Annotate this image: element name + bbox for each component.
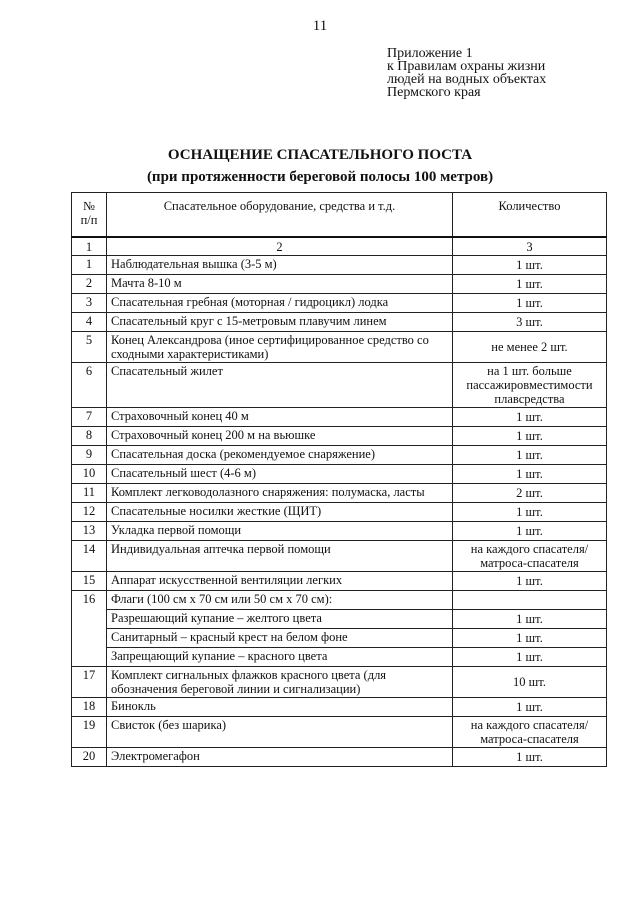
column-number-row xyxy=(72,237,607,256)
table-row xyxy=(72,408,607,427)
row-number: 8 xyxy=(72,427,107,446)
appendix-line: Приложение 1 xyxy=(387,46,473,61)
table-row xyxy=(72,610,607,629)
header-equipment: Спасательное оборудование, средства и т.д. xyxy=(107,193,453,238)
row-number: 12 xyxy=(72,503,107,522)
table-row xyxy=(72,332,607,363)
row-number: 18 xyxy=(72,698,107,717)
header-number-line: п/п xyxy=(80,213,98,227)
row-quantity: 1 шт. xyxy=(453,427,607,446)
row-equipment: Страховочный конец 200 м на вьюшке xyxy=(107,427,453,446)
table-row xyxy=(72,446,607,465)
row-quantity: 1 шт. xyxy=(453,275,607,294)
table-row xyxy=(72,275,607,294)
column-number: 3 xyxy=(453,237,607,256)
table-row xyxy=(72,313,607,332)
column-number: 1 xyxy=(72,237,107,256)
row-quantity: 1 шт. xyxy=(453,748,607,767)
table-row xyxy=(72,484,607,503)
table-row xyxy=(72,427,607,446)
row-number: 1 xyxy=(72,256,107,275)
row-quantity: не менее 2 шт. xyxy=(453,332,607,363)
row-number: 13 xyxy=(72,522,107,541)
row-number: 16 xyxy=(72,591,107,667)
row-equipment: Спасательная гребная (моторная / гидроцикл) лодка xyxy=(107,294,453,313)
row-number: 6 xyxy=(72,363,107,408)
row-equipment: Спасательный круг с 15-метровым плавучим линем xyxy=(107,313,453,332)
row-number: 4 xyxy=(72,313,107,332)
row-quantity: 1 шт. xyxy=(453,465,607,484)
row-equipment: Свисток (без шарика) xyxy=(107,717,453,748)
row-quantity: 1 шт. xyxy=(453,610,607,629)
appendix-line: Пермского края xyxy=(387,85,481,100)
table-row xyxy=(72,591,607,610)
table-row xyxy=(72,541,607,572)
row-equipment: Наблюдательная вышка (3-5 м) xyxy=(107,256,453,275)
equipment-table xyxy=(71,192,607,767)
row-number: 19 xyxy=(72,717,107,748)
row-quantity: 2 шт. xyxy=(453,484,607,503)
row-quantity: 1 шт. xyxy=(453,698,607,717)
row-quantity: 1 шт. xyxy=(453,294,607,313)
row-equipment: Электромегафон xyxy=(107,748,453,767)
row-quantity: 1 шт. xyxy=(453,408,607,427)
row-number: 17 xyxy=(72,667,107,698)
appendix-note xyxy=(387,47,546,99)
row-equipment: Спасательная доска (рекомендуемое снаряжение) xyxy=(107,446,453,465)
header-quantity: Количество xyxy=(453,193,607,238)
table-header-row xyxy=(72,193,607,238)
row-quantity: 1 шт. xyxy=(453,629,607,648)
table-row xyxy=(72,748,607,767)
row-quantity: 1 шт. xyxy=(453,503,607,522)
row-quantity: 1 шт. xyxy=(453,446,607,465)
row-equipment: Аппарат искусственной вентиляции легких xyxy=(107,572,453,591)
row-equipment: Разрешающий купание – желтого цвета xyxy=(107,610,453,629)
row-equipment: Страховочный конец 40 м xyxy=(107,408,453,427)
header-number-line: № xyxy=(83,199,95,213)
table-row xyxy=(72,294,607,313)
subtitle-line: (при протяженности береговой полосы 100 метров) xyxy=(146,169,494,185)
row-equipment: Спасательные носилки жесткие (ЩИТ) xyxy=(107,503,453,522)
table-row xyxy=(72,648,607,667)
row-equipment: Санитарный – красный крест на белом фоне xyxy=(107,629,453,648)
document-title xyxy=(0,144,640,188)
row-equipment: Флаги (100 см х 70 см или 50 см х 70 см): xyxy=(107,591,453,610)
row-quantity: 3 шт. xyxy=(453,313,607,332)
row-equipment: Бинокль xyxy=(107,698,453,717)
row-quantity: 1 шт. xyxy=(453,572,607,591)
table-row xyxy=(72,503,607,522)
row-number: 5 xyxy=(72,332,107,363)
table-row xyxy=(72,256,607,275)
row-number: 2 xyxy=(72,275,107,294)
row-equipment: Спасательный шест (4-6 м) xyxy=(107,465,453,484)
row-equipment: Комплект сигнальных флажков красного цвета (для обозначения береговой линии и сигнализации) xyxy=(107,667,453,698)
row-quantity: на каждого спасателя/матроса-спасателя xyxy=(453,541,607,572)
row-equipment: Спасательный жилет xyxy=(107,363,453,408)
row-quantity: на 1 шт. больше пассажировместимости плавсредства xyxy=(453,363,607,408)
row-quantity xyxy=(453,591,607,610)
table-row xyxy=(72,522,607,541)
table-row xyxy=(72,363,607,408)
row-equipment: Укладка первой помощи xyxy=(107,522,453,541)
column-number: 2 xyxy=(107,237,453,256)
row-quantity: на каждого спасателя/матроса-спасателя xyxy=(453,717,607,748)
table-row xyxy=(72,717,607,748)
table-row xyxy=(72,629,607,648)
table-row xyxy=(72,667,607,698)
row-equipment: Конец Александрова (иное сертифицированное средство со сходными характеристиками) xyxy=(107,332,453,363)
table-row xyxy=(72,465,607,484)
row-quantity: 1 шт. xyxy=(453,522,607,541)
row-equipment: Комплект легководолазного снаряжения: полумаска, ласты xyxy=(107,484,453,503)
appendix-line: к Правилам охраны жизни xyxy=(387,59,546,74)
row-number: 7 xyxy=(72,408,107,427)
row-number: 20 xyxy=(72,748,107,767)
row-number: 9 xyxy=(72,446,107,465)
table-row xyxy=(72,572,607,591)
row-equipment: Индивидуальная аптечка первой помощи xyxy=(107,541,453,572)
row-number: 14 xyxy=(72,541,107,572)
table-row xyxy=(72,698,607,717)
title-line: ОСНАЩЕНИЕ СПАСАТЕЛЬНОГО ПОСТА xyxy=(167,147,473,163)
appendix-line: людей на водных объектах xyxy=(387,72,547,87)
row-number: 15 xyxy=(72,572,107,591)
row-equipment: Запрещающий купание – красного цвета xyxy=(107,648,453,667)
header-number xyxy=(72,193,107,238)
row-equipment: Мачта 8-10 м xyxy=(107,275,453,294)
row-number: 3 xyxy=(72,294,107,313)
row-quantity: 10 шт. xyxy=(453,667,607,698)
row-number: 10 xyxy=(72,465,107,484)
row-number: 11 xyxy=(72,484,107,503)
row-quantity: 1 шт. xyxy=(453,256,607,275)
page-number: 11 xyxy=(312,18,328,34)
row-quantity: 1 шт. xyxy=(453,648,607,667)
